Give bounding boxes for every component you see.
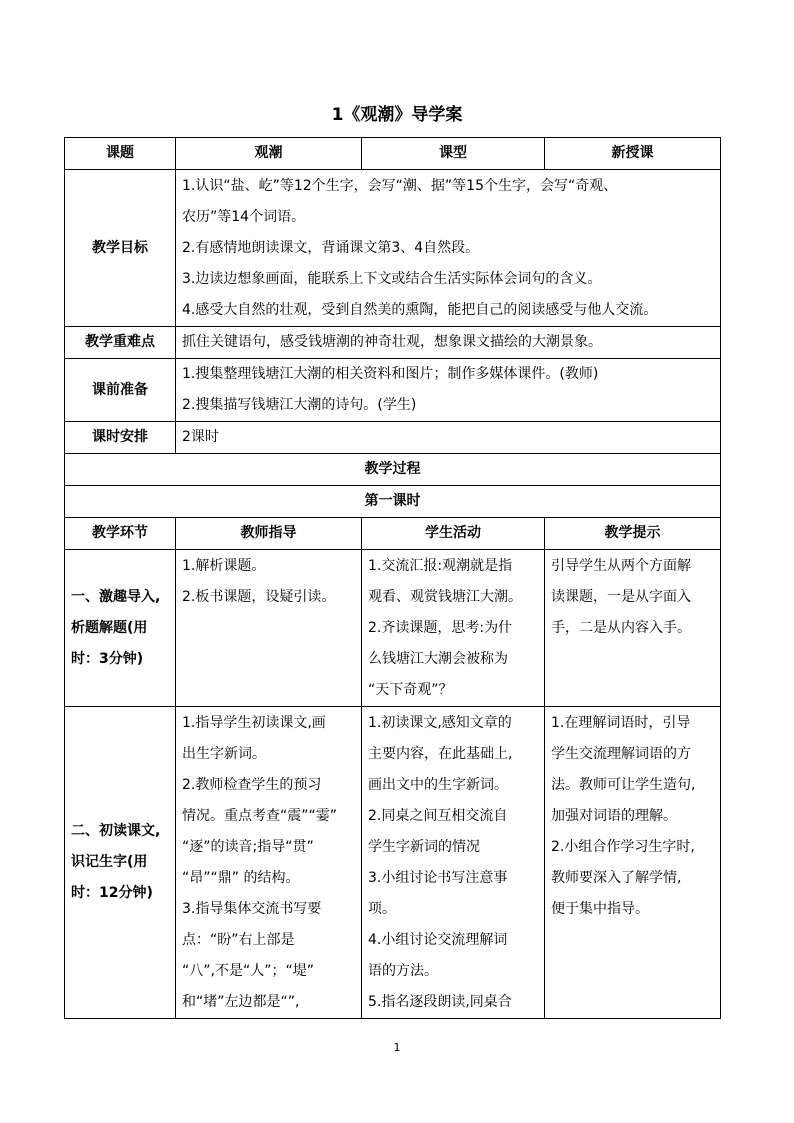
- schedule-text: 2课时: [176, 422, 721, 454]
- student-line: 3.小组讨论书写注意事: [368, 870, 508, 886]
- stage-name-line: 一、激趣导入,: [71, 588, 161, 605]
- student-line: 2.同桌之间互相交流自: [368, 808, 508, 824]
- column-header-row: [65, 518, 721, 550]
- teacher-line: 1.解析课题。: [182, 558, 266, 574]
- teacher-line: “八”,不是“人”；“堤”: [182, 963, 314, 979]
- tips-line: 读课题，一是从字面入: [551, 589, 691, 605]
- column-header-student: 学生活动: [362, 518, 545, 550]
- goal-line: 2.有感情地朗读课文，背诵课文第3、4自然段。: [182, 239, 480, 256]
- stage-name-line: 识记生字(用: [71, 854, 148, 870]
- teacher-line: 1.指导学生初读课文,画: [182, 715, 326, 731]
- goal-line: 4.感受大自然的壮观，受到自然美的熏陶，能把自己的阅读感受与他人交流。: [182, 301, 658, 318]
- stage-row: [65, 550, 721, 707]
- tips-line: 加强对词语的理解。: [551, 808, 677, 824]
- tips-line: 便于集中指导。: [551, 901, 649, 917]
- student-line: 5.指名逐段朗读,同桌合: [368, 994, 512, 1010]
- preparation-line: 2.搜集描写钱塘江大潮的诗句。(学生): [182, 397, 417, 413]
- preparation-label: 课前准备: [65, 359, 176, 422]
- stage-name-line: 时：3分钟): [71, 650, 144, 667]
- lesson-title-row: [65, 486, 721, 518]
- tips-line: 学生交流理解词语的方: [551, 746, 691, 762]
- topic-value: 观潮: [176, 138, 362, 170]
- stage-name: [65, 550, 176, 707]
- schedule-row: [65, 422, 721, 454]
- student-line: 学生字新词的情况: [368, 839, 480, 855]
- tips-line: 引导学生从两个方面解: [551, 558, 691, 574]
- process-title: 教学过程: [65, 454, 721, 486]
- student-line: 项。: [368, 901, 396, 917]
- schedule-label: 课时安排: [65, 422, 176, 454]
- page-title: 1《观潮》导学案: [331, 105, 463, 125]
- teacher-guidance: [176, 550, 362, 707]
- stage-name-line: 析题解题(用: [71, 619, 148, 636]
- teacher-line: 2.教师检查学生的预习: [182, 777, 322, 793]
- teacher-line: 点：“盼”右上部是: [182, 932, 295, 948]
- stage-name: [65, 707, 176, 1019]
- preparation-row: [65, 359, 721, 422]
- preparation-line: 1.搜集整理钱塘江大潮的相关资料和图片；制作多媒体课件。(教师): [182, 366, 599, 382]
- tips-line: 2.小组合作学习生字时,: [551, 839, 695, 855]
- column-header-tips: 教学提示: [545, 518, 721, 550]
- student-line: 语的方法。: [368, 963, 438, 979]
- page-number: 1: [393, 1041, 401, 1054]
- student-line: 主要内容，在此基础上,: [368, 746, 513, 762]
- student-line: 么钱塘江大潮会被称为: [368, 651, 508, 667]
- goals-label: 教学目标: [65, 170, 176, 327]
- process-title-row: [65, 454, 721, 486]
- goal-line: 农历”等14个词语。: [182, 208, 306, 225]
- key-points-text: 抓住关键语句，感受钱塘潮的神奇壮观，想象课文描绘的大潮景象。: [176, 327, 721, 359]
- teaching-tips: [545, 550, 721, 707]
- teacher-line: 和“堵”左边都是“”,: [182, 994, 300, 1010]
- preparation-content: [176, 359, 721, 422]
- teacher-line: 3.指导集体交流书写要: [182, 901, 322, 917]
- teacher-line: 2.板书课题，设疑引读。: [182, 589, 336, 605]
- column-header-stage: 教学环节: [65, 518, 176, 550]
- goal-line: 3.边读边想象画面，能联系上下文或结合生活实际体会词句的含义。: [182, 270, 602, 287]
- teacher-line: “昂”“鼎” 的结构。: [182, 870, 300, 886]
- stage-name-line: 时：12分钟): [71, 885, 153, 901]
- goals-row: [65, 170, 721, 327]
- student-activity: [362, 550, 545, 707]
- key-points-label: 教学重难点: [65, 327, 176, 359]
- student-line: “天下奇观”？: [368, 682, 453, 698]
- lesson-title: 第一课时: [65, 486, 721, 518]
- teacher-line: “逐”的读音;指导“贯”: [182, 839, 314, 855]
- key-points-row: [65, 327, 721, 359]
- tips-line: 手，二是从内容入手。: [551, 620, 691, 636]
- tips-line: 1.在理解词语时，引导: [551, 715, 691, 731]
- header-row: [65, 138, 721, 170]
- stage-name-line: 二、初读课文,: [71, 823, 161, 839]
- type-value: 新授课: [545, 138, 721, 170]
- column-header-teacher: 教师指导: [176, 518, 362, 550]
- student-line: 4.小组讨论交流理解词: [368, 932, 508, 948]
- lesson-plan-table: [64, 137, 721, 1019]
- student-line: 画出文中的生字新词。: [368, 777, 508, 793]
- student-line: 1.交流汇报:观潮就是指: [368, 558, 513, 574]
- student-activity: [362, 707, 545, 1019]
- teaching-tips: [545, 707, 721, 1019]
- goal-line: 1.认识“盐、屹”等12个生字，会写“潮、据”等15个生字，会写“奇观、: [182, 177, 618, 194]
- tips-line: 法。教师可让学生造句,: [551, 777, 696, 793]
- stage-row: [65, 707, 721, 1019]
- topic-label: 课题: [65, 138, 176, 170]
- goals-content: [176, 170, 721, 327]
- tips-line: 教师要深入了解学情,: [551, 870, 682, 886]
- teacher-guidance: [176, 707, 362, 1019]
- type-label: 课型: [362, 138, 545, 170]
- teacher-line: 情况。重点考查“震”“霎”: [182, 808, 338, 824]
- teacher-line: 出生字新词。: [182, 746, 266, 762]
- student-line: 观看、观赏钱塘江大潮。: [368, 589, 522, 605]
- student-line: 2.齐读课题，思考:为什: [368, 620, 513, 636]
- student-line: 1.初读课文,感知文章的: [368, 715, 512, 731]
